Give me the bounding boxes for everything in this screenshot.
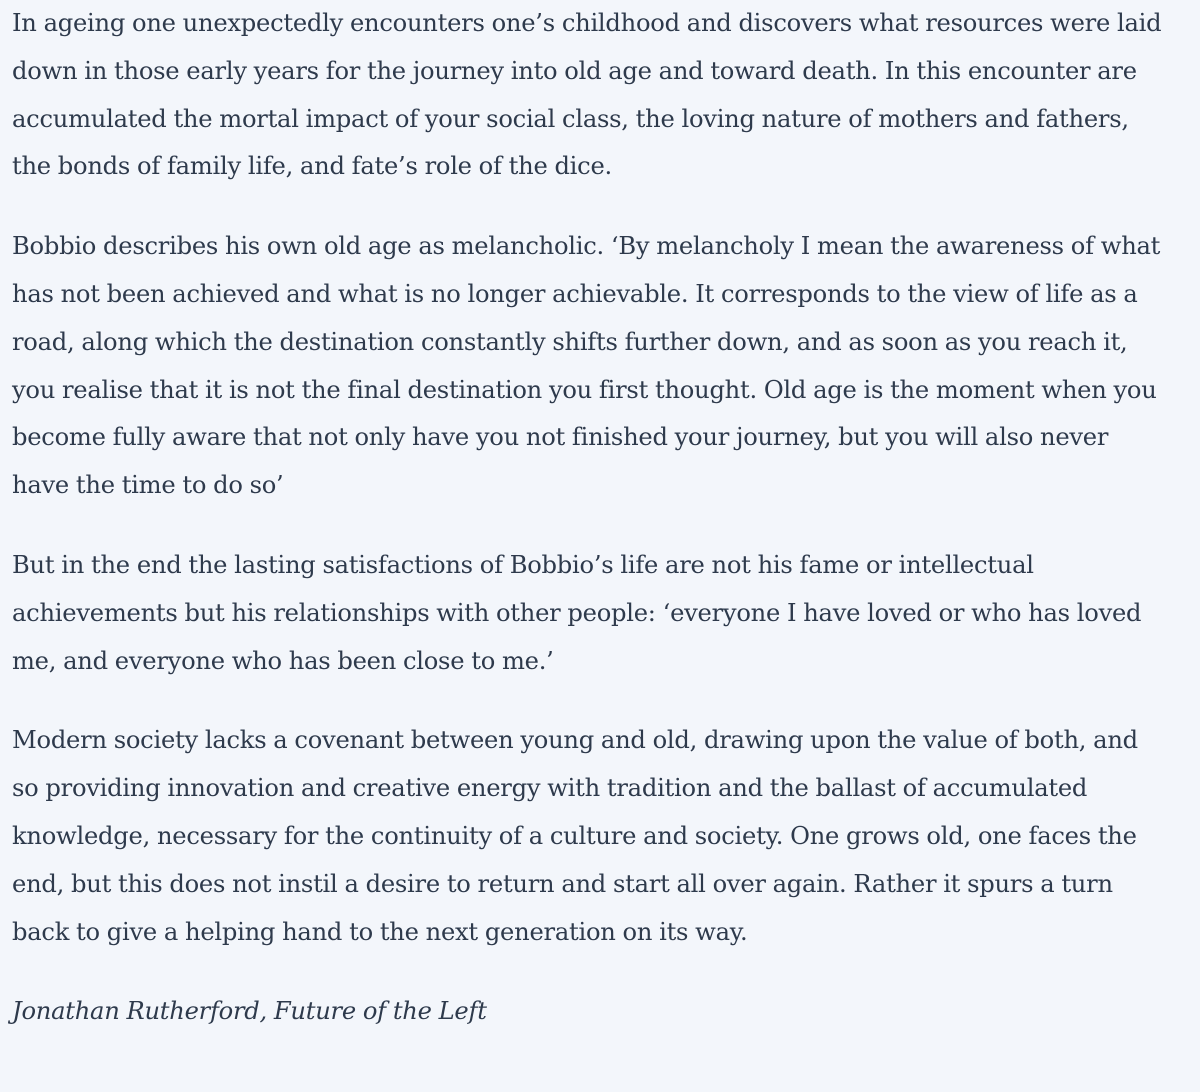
paragraph-melancholy: Bobbio describes his own old age as melancholic. ‘By melancholy I mean the awareness of what has not been achieved and what is no longer achievable. It corresponds to the view of life as a road, along which the destination constantly shifts further down, and as soon as you reach it, you realise that it is not the final destination you first thought. Old age is the moment when you become fully aware that not only have you not finished your journey, but you will also never have the time to do so’ [12, 232, 1161, 500]
attribution: Jonathan Rutherford, Future of the Left [12, 997, 487, 1026]
paragraph-childhood: In ageing one unexpectedly encounters one’s childhood and discovers what resources were laid down in those early years for the journey into old age and toward death. In this encounter are accumulated the mortal impact of your social class, the loving nature of mothers and fathers, the bonds of family life, and fate’s role of the dice. [12, 9, 1162, 181]
paragraph-covenant: Modern society lacks a covenant between young and old, drawing upon the value of both, and so providing innovation and creative energy with tradition and the ballast of accumulated knowledge, necessary for the continuity of a culture and society. One grows old, one faces the end, but this does not instil a desire to return and start all over again. Rather it spurs a turn back to give a helping hand to the next generation on its way. [12, 726, 1138, 946]
paragraph-satisfactions: But in the end the lasting satisfactions of Bobbio’s life are not his fame or intellectual achievements but his relationships with other people: ‘everyone I have loved or who has loved me, and everyone who has been close to me.’ [12, 550, 1142, 675]
